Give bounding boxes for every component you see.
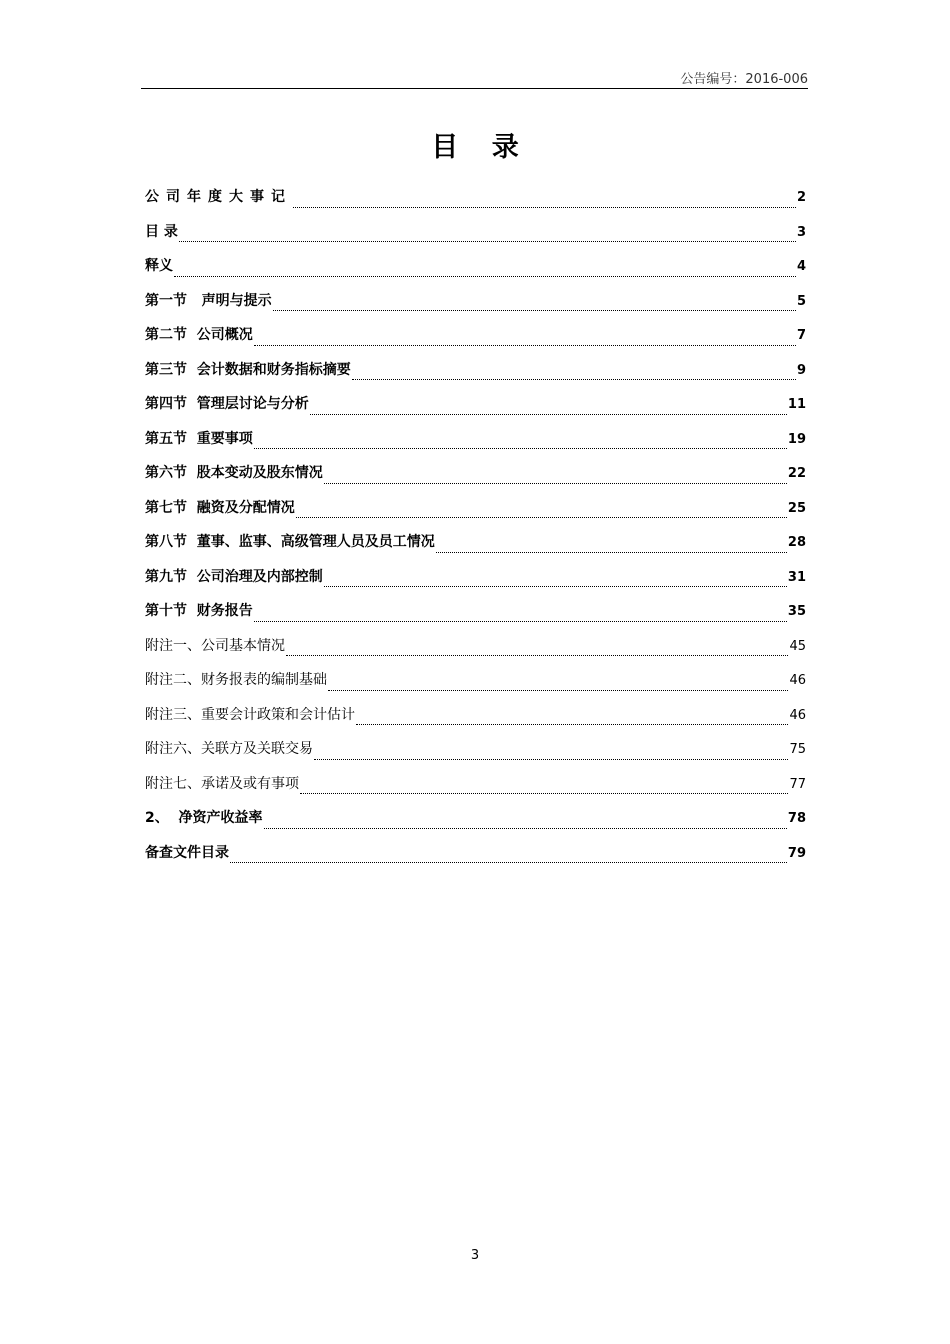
toc-entry-label: 2、 净资产收益率 bbox=[145, 810, 263, 826]
toc-dot-leader bbox=[254, 621, 787, 622]
announcement-number: 公告编号：2016-006 bbox=[680, 72, 808, 87]
toc-dot-leader bbox=[324, 586, 787, 587]
toc-dot-leader bbox=[264, 828, 787, 829]
toc-entry-page: 3 bbox=[796, 224, 806, 240]
page-number: 3 bbox=[470, 1248, 480, 1263]
toc-entry-page: 7 bbox=[796, 328, 806, 343]
toc-entry-label: 附注六、关联方及关联交易 bbox=[145, 741, 313, 757]
toc-entry[interactable] bbox=[145, 668, 806, 703]
toc-entry-label: 第二节 公司概况 bbox=[145, 327, 253, 343]
table-of-contents bbox=[145, 185, 806, 875]
toc-entry-page: 19 bbox=[787, 431, 806, 447]
toc-entry[interactable] bbox=[145, 392, 806, 427]
toc-dot-leader bbox=[356, 724, 788, 725]
toc-entry-page: 4 bbox=[796, 259, 806, 274]
toc-entry[interactable] bbox=[145, 634, 806, 669]
toc-entry-page: 35 bbox=[787, 604, 806, 619]
toc-entry-page: 9 bbox=[796, 362, 806, 378]
toc-entry-page: 79 bbox=[787, 845, 806, 861]
toc-entry-label: 第七节 融资及分配情况 bbox=[145, 499, 295, 516]
page-header bbox=[141, 66, 808, 89]
toc-entry-label: 附注七、承诺及或有事项 bbox=[145, 775, 299, 792]
toc-entry-label: 附注三、重要会计政策和会计估计 bbox=[145, 706, 355, 723]
toc-entry[interactable] bbox=[145, 530, 806, 565]
page-title: 目 录 bbox=[431, 132, 531, 163]
toc-dot-leader bbox=[230, 862, 787, 863]
toc-entry-page: 31 bbox=[787, 569, 806, 585]
toc-dot-leader bbox=[324, 483, 787, 484]
toc-entry-label: 公司年度大事记 bbox=[145, 189, 292, 205]
toc-entry-label: 释义 bbox=[145, 258, 173, 274]
toc-entry[interactable] bbox=[145, 185, 806, 220]
toc-dot-leader bbox=[436, 552, 787, 553]
toc-entry-page: 22 bbox=[787, 466, 806, 481]
toc-dot-leader bbox=[286, 655, 788, 656]
toc-entry[interactable] bbox=[145, 254, 806, 289]
toc-entry[interactable] bbox=[145, 772, 806, 807]
toc-entry-page: 25 bbox=[787, 500, 806, 516]
toc-entry-label: 第一节 声明与提示 bbox=[145, 292, 272, 309]
toc-dot-leader bbox=[300, 793, 788, 794]
toc-entry-page: 77 bbox=[789, 776, 806, 792]
toc-entry[interactable] bbox=[145, 427, 806, 462]
toc-entry-page: 45 bbox=[789, 638, 806, 654]
toc-entry[interactable] bbox=[145, 358, 806, 393]
toc-entry-label: 备查文件目录 bbox=[145, 844, 229, 861]
toc-dot-leader bbox=[314, 759, 788, 760]
toc-entry[interactable] bbox=[145, 289, 806, 324]
toc-entry[interactable] bbox=[145, 737, 806, 772]
toc-dot-leader bbox=[254, 345, 796, 346]
toc-entry-page: 78 bbox=[787, 811, 806, 826]
toc-entry[interactable] bbox=[145, 323, 806, 358]
toc-entry[interactable] bbox=[145, 496, 806, 531]
toc-entry-label: 目 录 bbox=[145, 223, 178, 240]
toc-entry-page: 5 bbox=[796, 293, 806, 309]
toc-entry-label: 第四节 管理层讨论与分析 bbox=[145, 396, 309, 412]
toc-dot-leader bbox=[293, 207, 796, 208]
toc-entry-label: 第十节 财务报告 bbox=[145, 603, 253, 619]
toc-entry-page: 75 bbox=[789, 742, 806, 757]
toc-entry-label: 第五节 重要事项 bbox=[145, 430, 253, 447]
toc-dot-leader bbox=[174, 276, 796, 277]
toc-entry-label: 附注二、财务报表的编制基础 bbox=[145, 672, 327, 688]
toc-entry-label: 第三节 会计数据和财务指标摘要 bbox=[145, 361, 351, 378]
toc-entry-label: 第六节 股本变动及股东情况 bbox=[145, 465, 323, 481]
toc-entry[interactable] bbox=[145, 565, 806, 600]
toc-entry[interactable] bbox=[145, 703, 806, 738]
toc-entry-page: 28 bbox=[787, 535, 806, 550]
toc-dot-leader bbox=[328, 690, 788, 691]
toc-dot-leader bbox=[352, 379, 796, 380]
toc-entry[interactable] bbox=[145, 841, 806, 876]
toc-dot-leader bbox=[273, 310, 796, 311]
toc-dot-leader bbox=[254, 448, 787, 449]
toc-entry-page: 2 bbox=[796, 190, 806, 205]
toc-entry[interactable] bbox=[145, 220, 806, 255]
toc-entry-page: 46 bbox=[789, 707, 806, 723]
toc-entry-label: 第八节 董事、监事、高级管理人员及员工情况 bbox=[145, 534, 435, 550]
toc-entry-label: 第九节 公司治理及内部控制 bbox=[145, 568, 323, 585]
toc-dot-leader bbox=[296, 517, 787, 518]
toc-dot-leader bbox=[310, 414, 787, 415]
toc-entry[interactable] bbox=[145, 806, 806, 841]
toc-entry-page: 46 bbox=[789, 673, 806, 688]
toc-entry-page: 11 bbox=[787, 397, 806, 412]
toc-entry[interactable] bbox=[145, 461, 806, 496]
toc-entry[interactable] bbox=[145, 599, 806, 634]
toc-entry-label: 附注一、公司基本情况 bbox=[145, 637, 285, 654]
toc-dot-leader bbox=[179, 241, 796, 242]
